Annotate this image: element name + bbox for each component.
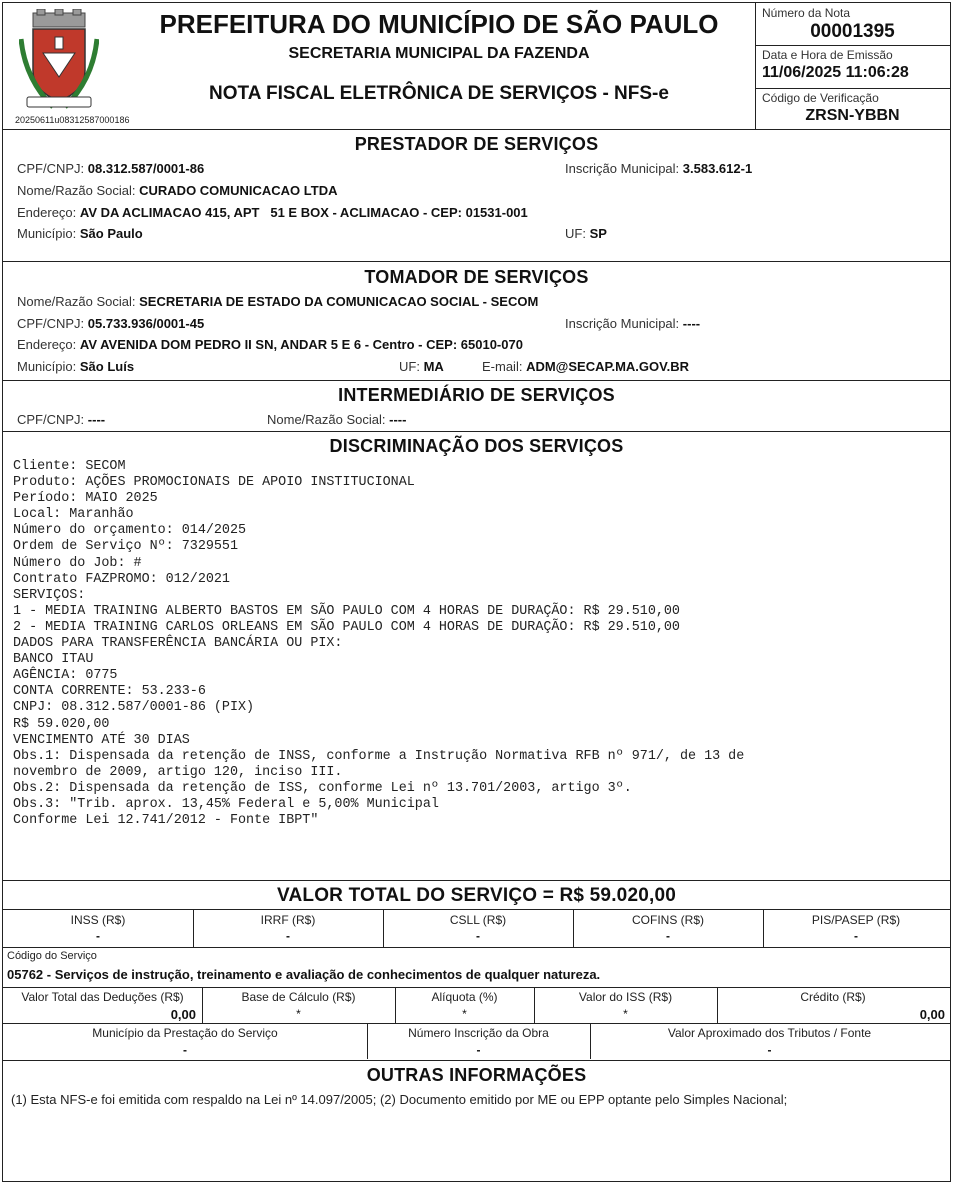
tomador-cnpj-row: CPF/CNPJ: 05.733.936/0001-45	[17, 316, 205, 331]
aliquota-value: *	[462, 1007, 467, 1021]
cofins-label: COFINS (R$)	[632, 913, 704, 927]
discriminacao-text: Cliente: SECOM Produto: AÇÕES PROMOCIONAIS DE APOIO INSTITUCIONAL Período: MAIO 2025 Local: Maranhão Número do orçamento: 014/2025 Ordem de Serviço Nº: 7329551 Número do Job: # Contrato FAZPROMO: 012/2021 SERVIÇOS: 1 - MEDIA TRAINING ALBERTO BASTOS EM SÃO PAULO COM 4 HORAS DE DURAÇÃO: R$ 29.510,00 2 - MEDIA TRAINING CARLOS ORLEANS EM SÃO PAULO COM 4 HORAS DE DURAÇÃO: R$ 29.510,00 DADOS PARA TRANSFERÊNCIA BANCÁRIA OU PIX: BANCO ITAU AGÊNCIA: 0775 CONTA CORRENTE: 53.233-6 CNPJ: 08.312.587/0001-86 (PIX) R$ 59.020,00 VENCIMENTO ATÉ 30 DIAS Obs.1: Dispensada da retenção de INSS, conforme a Instrução Normativa RFB nº 971/, de 13 de novembro de 2009, artigo 120, inciso III. Obs.2: Dispensada da retenção de ISS, conforme Lei nº 13.701/2003, artigo 3º. Obs.3: "Trib. aprox. 13,45% Federal e 5,00% Municipal Conforme Lei 12.741/2012 - Fonte IBPT"	[13, 459, 745, 829]
tomador-endereco: AV AVENIDA DOM PEDRO II SN, ANDAR 5 E 6 - Centro - CEP: 65010-070	[79, 337, 523, 352]
prestador-im-row: Inscrição Municipal: 3.583.612-1	[565, 161, 753, 176]
numero-value: 00001395	[810, 21, 895, 42]
base-calculo-label: Base de Cálculo (R$)	[241, 990, 356, 1004]
tomador-nome-row: Nome/Razão Social: SECRETARIA DE ESTADO DA COMUNICACAO SOCIAL - SECOM	[17, 294, 539, 309]
valor-iss-value: *	[623, 1007, 628, 1021]
emissao-label: Data e Hora de Emissão	[762, 48, 893, 62]
outras-text: (1) Esta NFS-e foi emitida com respaldo na Lei nº 14.097/2005; (2) Documento emitido por ME ou EPP optante pelo Simples Nacional;	[11, 1092, 788, 1107]
prestador-cnpj: 08.312.587/0001-86	[87, 161, 205, 176]
intermediario-heading: INTERMEDIÁRIO DE SERVIÇOS	[338, 385, 615, 405]
subtitle: SECRETARIA MUNICIPAL DA FAZENDA	[288, 45, 590, 62]
cofins-value: -	[666, 929, 670, 943]
tomador-uf-row: UF: MA	[399, 359, 444, 374]
prestador-uf-row: UF: SP	[565, 226, 607, 241]
prestador-im: 3.583.612-1	[682, 161, 753, 176]
tomador-email-row: E-mail: ADM@SECAP.MA.GOV.BR	[482, 359, 690, 374]
prestador-endereco-row: Endereço: AV DA ACLIMACAO 415, APT 51 E BOX - ACLIMACAO - CEP: 01531-001	[17, 205, 528, 220]
logo-code: 20250611u08312587000186	[15, 115, 130, 125]
coat-of-arms-logo	[19, 9, 99, 113]
credito-label: Crédito (R$)	[800, 990, 866, 1004]
codigo-servico-value: 05762 - Serviços de instrução, treinamento e avaliação de conhecimentos de qualquer natureza.	[7, 967, 601, 982]
tomador-heading: TOMADOR DE SERVIÇOS	[364, 267, 589, 287]
pispasep-value: -	[854, 929, 858, 943]
tomador-municipio: São Luís	[79, 359, 135, 374]
document-title: NOTA FISCAL ELETRÔNICA DE SERVIÇOS - NFS-e	[209, 83, 669, 104]
prestador-uf: SP	[589, 226, 607, 241]
tomador-cnpj: 05.733.936/0001-45	[87, 316, 205, 331]
irrf-label: IRRF (R$)	[260, 913, 316, 927]
valor-total: VALOR TOTAL DO SERVIÇO = R$ 59.020,00	[277, 885, 676, 906]
tributos-label: Valor Aproximado dos Tributos / Fonte	[667, 1026, 872, 1040]
tomador-email: ADM@SECAP.MA.GOV.BR	[526, 359, 690, 374]
csll-label: CSLL (R$)	[449, 913, 507, 927]
irrf-value: -	[286, 929, 290, 943]
numero-label: Número da Nota	[762, 6, 851, 20]
page-title: PREFEITURA DO MUNICÍPIO DE SÃO PAULO	[159, 9, 719, 39]
intermediario-cnpj: ----	[87, 412, 106, 427]
intermediario-cnpj-row: CPF/CNPJ: ----	[17, 412, 106, 427]
valor-iss-label: Valor do ISS (R$)	[578, 990, 673, 1004]
deducoes-value: 0,00	[170, 1007, 196, 1022]
codigo-servico-label: Código do Serviço	[7, 950, 97, 962]
aliquota-label: Alíquota (%)	[431, 990, 498, 1004]
tomador-municipio-row: Município: São Luís	[17, 359, 135, 374]
prestador-endereco: AV DA ACLIMACAO 415, APT 51 E BOX - ACLIMACAO - CEP: 01531-001	[79, 205, 528, 220]
emissao-value: 11/06/2025 11:06:28	[762, 64, 909, 81]
tomador-nome: SECRETARIA DE ESTADO DA COMUNICACAO SOCIAL - SECOM	[139, 294, 539, 309]
inss-value: -	[96, 929, 100, 943]
csll-value: -	[476, 929, 480, 943]
base-calculo-value: *	[296, 1007, 301, 1021]
municipio-prestacao-label: Município da Prestação do Serviço	[92, 1026, 278, 1040]
intermediario-nome-row: Nome/Razão Social: ----	[267, 412, 407, 427]
inscricao-obra-value: -	[476, 1043, 481, 1057]
tomador-uf: MA	[423, 359, 444, 374]
pispasep-label: PIS/PASEP (R$)	[811, 913, 901, 927]
inscricao-obra-label: Número Inscrição da Obra	[408, 1026, 549, 1040]
intermediario-nome: ----	[389, 412, 407, 427]
prestador-municipio-row: Município: São Paulo	[17, 226, 143, 241]
verificacao-value: ZRSN-YBBN	[805, 107, 900, 124]
discriminacao-heading: DISCRIMINAÇÃO DOS SERVIÇOS	[329, 436, 624, 456]
deducoes-label: Valor Total das Deduções (R$)	[21, 990, 184, 1004]
tomador-endereco-row: Endereço: AV AVENIDA DOM PEDRO II SN, ANDAR 5 E 6 - Centro - CEP: 65010-070	[17, 337, 523, 352]
prestador-nome: CURADO COMUNICACAO LTDA	[139, 183, 338, 198]
credito-value: 0,00	[919, 1007, 945, 1022]
tomador-im-row: Inscrição Municipal: ----	[565, 316, 701, 331]
verificacao-label: Código de Verificação	[762, 91, 879, 105]
outras-heading: OUTRAS INFORMAÇÕES	[366, 1065, 587, 1085]
prestador-municipio: São Paulo	[79, 226, 143, 241]
nfse-document	[2, 2, 951, 1182]
tributos-value: -	[767, 1043, 772, 1057]
prestador-nome-row: Nome/Razão Social: CURADO COMUNICACAO LTDA	[17, 183, 338, 198]
inss-label: INSS (R$)	[70, 913, 126, 927]
tomador-im: ----	[682, 316, 701, 331]
prestador-cnpj-row: CPF/CNPJ: 08.312.587/0001-86	[17, 161, 205, 176]
prestador-heading: PRESTADOR DE SERVIÇOS	[354, 134, 599, 154]
municipio-prestacao-value: -	[183, 1043, 187, 1057]
